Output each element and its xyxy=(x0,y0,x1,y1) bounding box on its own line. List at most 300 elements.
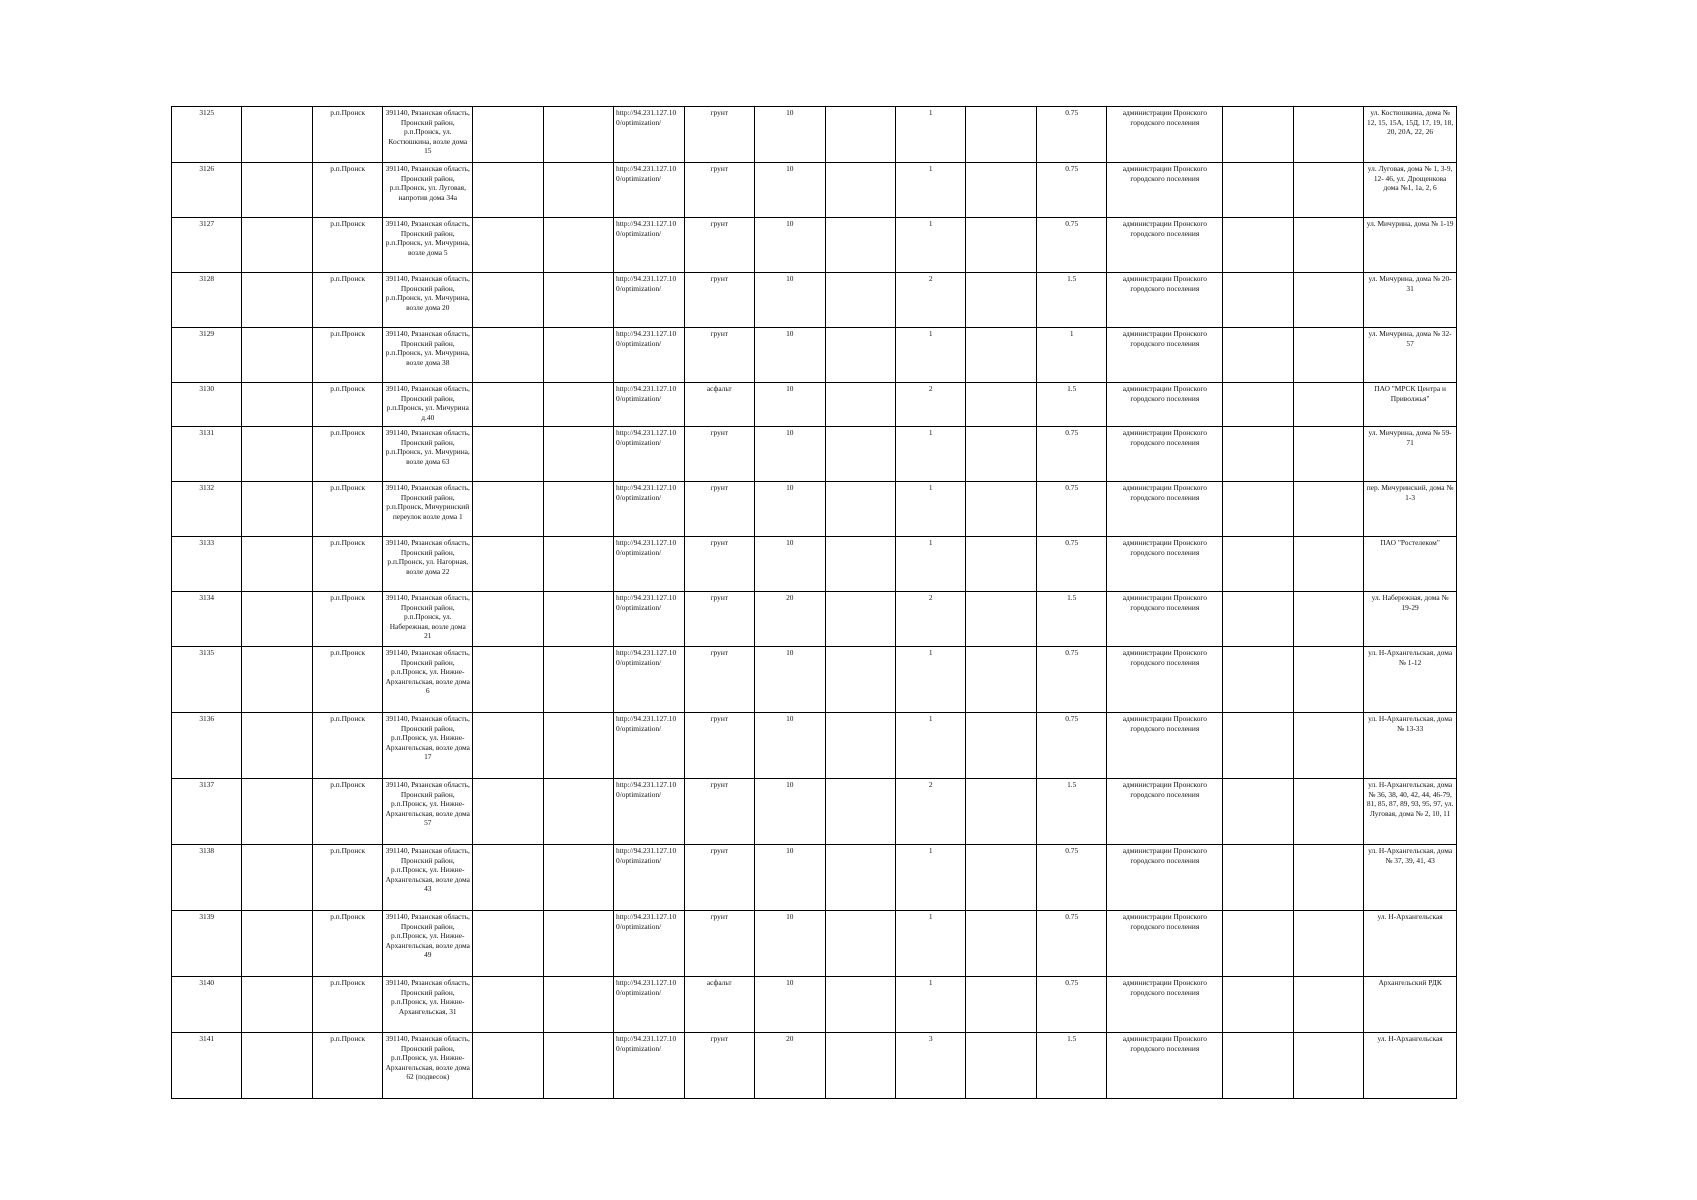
cell-area: 20 xyxy=(755,1033,825,1099)
cell-empty xyxy=(543,647,613,713)
cell-empty xyxy=(825,592,895,647)
cell-served-objects: ул. Мичурина, дома № 20-31 xyxy=(1364,273,1457,328)
cell-address: 391140, Рязанская область, Пронский район, р.п.Пронск, ул. Нагорная, возле дома 22 xyxy=(383,537,473,592)
cell-url: http://94.231.127.10 0/optimization/ xyxy=(614,713,684,779)
cell-volume: 1.5 xyxy=(1036,273,1106,328)
cell-number: 3132 xyxy=(172,482,242,537)
cell-empty xyxy=(1293,977,1363,1033)
cell-number: 3127 xyxy=(172,218,242,273)
cell-empty xyxy=(543,107,613,163)
cell-volume: 0.75 xyxy=(1036,647,1106,713)
cell-url: http://94.231.127.10 0/optimization/ xyxy=(614,779,684,845)
cell-empty xyxy=(825,977,895,1033)
cell-surface: грунт xyxy=(684,537,754,592)
cell-empty xyxy=(543,1033,613,1099)
cell-empty xyxy=(242,107,312,163)
cell-owner: администрации Пронского городского поселения xyxy=(1107,383,1223,427)
cell-number: 3131 xyxy=(172,427,242,482)
cell-empty xyxy=(825,218,895,273)
cell-locality: р.п.Пронск xyxy=(312,328,382,383)
cell-volume: 0.75 xyxy=(1036,427,1106,482)
table-row xyxy=(172,647,1457,713)
table-row xyxy=(172,107,1457,163)
cell-empty xyxy=(1293,911,1363,977)
cell-empty xyxy=(543,163,613,218)
table-row xyxy=(172,482,1457,537)
cell-locality: р.п.Пронск xyxy=(312,163,382,218)
table-row xyxy=(172,328,1457,383)
cell-empty xyxy=(543,713,613,779)
cell-container-count: 1 xyxy=(895,163,965,218)
cell-container-count: 1 xyxy=(895,713,965,779)
cell-area: 20 xyxy=(755,592,825,647)
cell-empty xyxy=(543,537,613,592)
cell-served-objects: Архангельский РДК xyxy=(1364,977,1457,1033)
cell-number: 3129 xyxy=(172,328,242,383)
cell-empty xyxy=(825,383,895,427)
cell-volume: 1.5 xyxy=(1036,1033,1106,1099)
cell-number: 3133 xyxy=(172,537,242,592)
cell-number: 3134 xyxy=(172,592,242,647)
cell-number: 3130 xyxy=(172,383,242,427)
cell-empty xyxy=(1223,592,1293,647)
cell-locality: р.п.Пронск xyxy=(312,107,382,163)
cell-served-objects: ул. Н-Архангельская xyxy=(1364,911,1457,977)
cell-empty xyxy=(966,977,1036,1033)
cell-address: 391140, Рязанская область, Пронский район, р.п.Пронск, ул. Мичурина, возле дома 63 xyxy=(383,427,473,482)
cell-served-objects: пер. Мичуринский, дома № 1-3 xyxy=(1364,482,1457,537)
cell-surface: грунт xyxy=(684,911,754,977)
cell-empty xyxy=(1223,537,1293,592)
cell-owner: администрации Пронского городского поселения xyxy=(1107,911,1223,977)
cell-served-objects: ул. Н-Архангельская, дома № 13-33 xyxy=(1364,713,1457,779)
table-row xyxy=(172,779,1457,845)
cell-empty xyxy=(1293,383,1363,427)
cell-empty xyxy=(966,779,1036,845)
cell-area: 10 xyxy=(755,218,825,273)
cell-served-objects: ул. Н-Архангельская, дома № 37, 39, 41, 43 xyxy=(1364,845,1457,911)
cell-empty xyxy=(825,273,895,328)
cell-empty xyxy=(966,218,1036,273)
cell-volume: 0.75 xyxy=(1036,537,1106,592)
cell-empty xyxy=(1223,779,1293,845)
cell-empty xyxy=(1223,107,1293,163)
cell-empty xyxy=(242,911,312,977)
cell-url: http://94.231.127.10 0/optimization/ xyxy=(614,163,684,218)
cell-empty xyxy=(242,537,312,592)
cell-empty xyxy=(1223,383,1293,427)
table-row xyxy=(172,1033,1457,1099)
cell-empty xyxy=(473,1033,543,1099)
cell-area: 10 xyxy=(755,977,825,1033)
cell-address: 391140, Рязанская область, Пронский район, р.п.Пронск, ул. Нижне-Архангельская, возле дома 6 xyxy=(383,647,473,713)
cell-url: http://94.231.127.10 0/optimization/ xyxy=(614,218,684,273)
cell-empty xyxy=(473,482,543,537)
cell-empty xyxy=(1223,328,1293,383)
cell-served-objects: ул. Мичурина, дома № 59-71 xyxy=(1364,427,1457,482)
cell-empty xyxy=(825,911,895,977)
cell-container-count: 3 xyxy=(895,1033,965,1099)
cell-empty xyxy=(1293,107,1363,163)
cell-empty xyxy=(1293,779,1363,845)
cell-empty xyxy=(966,713,1036,779)
cell-number: 3138 xyxy=(172,845,242,911)
cell-empty xyxy=(543,482,613,537)
cell-empty xyxy=(1293,163,1363,218)
cell-empty xyxy=(966,911,1036,977)
cell-url: http://94.231.127.10 0/optimization/ xyxy=(614,427,684,482)
cell-volume: 0.75 xyxy=(1036,713,1106,779)
cell-surface: грунт xyxy=(684,713,754,779)
register-table xyxy=(171,106,1457,1099)
cell-owner: администрации Пронского городского поселения xyxy=(1107,592,1223,647)
cell-locality: р.п.Пронск xyxy=(312,427,382,482)
cell-area: 10 xyxy=(755,383,825,427)
cell-number: 3128 xyxy=(172,273,242,328)
cell-empty xyxy=(825,1033,895,1099)
cell-empty xyxy=(473,713,543,779)
table-row xyxy=(172,977,1457,1033)
cell-empty xyxy=(1223,163,1293,218)
cell-number: 3126 xyxy=(172,163,242,218)
cell-number: 3137 xyxy=(172,779,242,845)
cell-surface: асфальт xyxy=(684,383,754,427)
cell-empty xyxy=(1293,713,1363,779)
cell-url: http://94.231.127.10 0/optimization/ xyxy=(614,647,684,713)
cell-empty xyxy=(1293,1033,1363,1099)
cell-url: http://94.231.127.10 0/optimization/ xyxy=(614,592,684,647)
cell-volume: 0.75 xyxy=(1036,845,1106,911)
table-row xyxy=(172,537,1457,592)
cell-empty xyxy=(966,273,1036,328)
cell-number: 3135 xyxy=(172,647,242,713)
cell-owner: администрации Пронского городского поселения xyxy=(1107,163,1223,218)
cell-volume: 0.75 xyxy=(1036,163,1106,218)
cell-empty xyxy=(543,845,613,911)
cell-empty xyxy=(825,163,895,218)
cell-surface: грунт xyxy=(684,845,754,911)
cell-owner: администрации Пронского городского поселения xyxy=(1107,218,1223,273)
cell-empty xyxy=(825,328,895,383)
register-table-body xyxy=(172,107,1457,1099)
cell-address: 391140, Рязанская область, Пронский район, р.п.Пронск, ул. Мичурина, возле дома 20 xyxy=(383,273,473,328)
cell-empty xyxy=(242,592,312,647)
cell-empty xyxy=(1223,647,1293,713)
cell-served-objects: ул. Н-Архангельская, дома № 36, 38, 40, 42, 44, 46-79, 81, 85, 87, 89, 93, 95, 97, ул. Луговая, дома № 2, 10, 11 xyxy=(1364,779,1457,845)
cell-empty xyxy=(242,1033,312,1099)
cell-address: 391140, Рязанская область, Пронский район, р.п.Пронск, ул. Нижне-Архангельская, возле дома 49 xyxy=(383,911,473,977)
cell-url: http://94.231.127.10 0/optimization/ xyxy=(614,273,684,328)
cell-empty xyxy=(1293,427,1363,482)
cell-address: 391140, Рязанская область, Пронский район, р.п.Пронск, ул. Нижне-Архангельская, возле дома 62 (подвесок) xyxy=(383,1033,473,1099)
cell-empty xyxy=(1293,273,1363,328)
cell-container-count: 1 xyxy=(895,977,965,1033)
cell-locality: р.п.Пронск xyxy=(312,537,382,592)
table-row xyxy=(172,273,1457,328)
cell-empty xyxy=(473,383,543,427)
cell-locality: р.п.Пронск xyxy=(312,713,382,779)
cell-empty xyxy=(543,779,613,845)
cell-surface: грунт xyxy=(684,218,754,273)
cell-owner: администрации Пронского городского поселения xyxy=(1107,537,1223,592)
cell-volume: 0.75 xyxy=(1036,482,1106,537)
cell-area: 10 xyxy=(755,911,825,977)
cell-empty xyxy=(473,273,543,328)
cell-served-objects: ПАО "МРСК Центра и Приволжья" xyxy=(1364,383,1457,427)
cell-empty xyxy=(1293,482,1363,537)
cell-url: http://94.231.127.10 0/optimization/ xyxy=(614,383,684,427)
cell-empty xyxy=(473,218,543,273)
cell-address: 391140, Рязанская область, Пронский район, р.п.Пронск, ул. Нижне-Архангельская, возле дома 43 xyxy=(383,845,473,911)
cell-locality: р.п.Пронск xyxy=(312,845,382,911)
cell-empty xyxy=(473,107,543,163)
cell-empty xyxy=(1293,592,1363,647)
cell-empty xyxy=(543,328,613,383)
cell-empty xyxy=(543,273,613,328)
cell-empty xyxy=(242,779,312,845)
cell-volume: 1.5 xyxy=(1036,592,1106,647)
cell-empty xyxy=(966,328,1036,383)
cell-address: 391140, Рязанская область, Пронский район, р.п.Пронск, ул. Костюшкина, возле дома 15 xyxy=(383,107,473,163)
cell-surface: асфальт xyxy=(684,977,754,1033)
cell-empty xyxy=(242,163,312,218)
table-row xyxy=(172,383,1457,427)
cell-empty xyxy=(825,647,895,713)
cell-empty xyxy=(966,427,1036,482)
cell-url: http://94.231.127.10 0/optimization/ xyxy=(614,107,684,163)
cell-container-count: 1 xyxy=(895,427,965,482)
cell-number: 3136 xyxy=(172,713,242,779)
table-row xyxy=(172,911,1457,977)
cell-empty xyxy=(473,977,543,1033)
cell-surface: грунт xyxy=(684,1033,754,1099)
cell-volume: 0.75 xyxy=(1036,977,1106,1033)
cell-area: 10 xyxy=(755,427,825,482)
cell-empty xyxy=(473,779,543,845)
cell-empty xyxy=(473,911,543,977)
cell-area: 10 xyxy=(755,713,825,779)
cell-container-count: 1 xyxy=(895,482,965,537)
cell-area: 10 xyxy=(755,273,825,328)
cell-address: 391140, Рязанская область, Пронский район, р.п.Пронск, ул. Нижне-Архангельская, 31 xyxy=(383,977,473,1033)
cell-empty xyxy=(1293,845,1363,911)
cell-empty xyxy=(473,328,543,383)
cell-container-count: 2 xyxy=(895,592,965,647)
cell-address: 391140, Рязанская область, Пронский район, р.п.Пронск, ул. Луговая, напротив дома 34а xyxy=(383,163,473,218)
cell-locality: р.п.Пронск xyxy=(312,779,382,845)
cell-empty xyxy=(242,713,312,779)
cell-owner: администрации Пронского городского поселения xyxy=(1107,779,1223,845)
cell-url: http://94.231.127.10 0/optimization/ xyxy=(614,977,684,1033)
cell-empty xyxy=(1223,845,1293,911)
cell-url: http://94.231.127.10 0/optimization/ xyxy=(614,482,684,537)
cell-empty xyxy=(1293,647,1363,713)
cell-empty xyxy=(966,845,1036,911)
cell-surface: грунт xyxy=(684,163,754,218)
cell-empty xyxy=(1293,537,1363,592)
cell-container-count: 2 xyxy=(895,779,965,845)
cell-empty xyxy=(473,845,543,911)
cell-served-objects: ул. Мичурина, дома № 1-19 xyxy=(1364,218,1457,273)
cell-empty xyxy=(966,163,1036,218)
table-row xyxy=(172,592,1457,647)
cell-empty xyxy=(966,592,1036,647)
cell-area: 10 xyxy=(755,845,825,911)
cell-empty xyxy=(1223,273,1293,328)
cell-surface: грунт xyxy=(684,482,754,537)
cell-empty xyxy=(825,845,895,911)
cell-number: 3141 xyxy=(172,1033,242,1099)
cell-container-count: 1 xyxy=(895,107,965,163)
cell-owner: администрации Пронского городского поселения xyxy=(1107,427,1223,482)
cell-container-count: 2 xyxy=(895,273,965,328)
cell-served-objects: ул. Н-Архангельская xyxy=(1364,1033,1457,1099)
cell-address: 391140, Рязанская область, Пронский район, р.п.Пронск, ул. Мичурина д.40 xyxy=(383,383,473,427)
cell-container-count: 1 xyxy=(895,647,965,713)
cell-empty xyxy=(966,482,1036,537)
cell-volume: 0.75 xyxy=(1036,218,1106,273)
cell-empty xyxy=(825,427,895,482)
cell-area: 10 xyxy=(755,537,825,592)
cell-number: 3125 xyxy=(172,107,242,163)
cell-empty xyxy=(543,383,613,427)
cell-empty xyxy=(825,537,895,592)
cell-locality: р.п.Пронск xyxy=(312,592,382,647)
cell-empty xyxy=(242,383,312,427)
cell-locality: р.п.Пронск xyxy=(312,1033,382,1099)
cell-owner: администрации Пронского городского поселения xyxy=(1107,1033,1223,1099)
cell-locality: р.п.Пронск xyxy=(312,383,382,427)
cell-container-count: 1 xyxy=(895,911,965,977)
cell-owner: администрации Пронского городского поселения xyxy=(1107,977,1223,1033)
cell-locality: р.п.Пронск xyxy=(312,977,382,1033)
cell-empty xyxy=(543,218,613,273)
cell-surface: грунт xyxy=(684,427,754,482)
cell-url: http://94.231.127.10 0/optimization/ xyxy=(614,537,684,592)
cell-area: 10 xyxy=(755,163,825,218)
table-row xyxy=(172,845,1457,911)
cell-served-objects: ул. Мичурина, дома № 32-57 xyxy=(1364,328,1457,383)
cell-empty xyxy=(966,107,1036,163)
cell-surface: грунт xyxy=(684,647,754,713)
cell-empty xyxy=(473,163,543,218)
cell-url: http://94.231.127.10 0/optimization/ xyxy=(614,1033,684,1099)
cell-empty xyxy=(966,537,1036,592)
cell-surface: грунт xyxy=(684,107,754,163)
cell-empty xyxy=(242,482,312,537)
cell-area: 10 xyxy=(755,779,825,845)
cell-address: 391140, Рязанская область, Пронский район, р.п.Пронск, ул. Мичурина, возле дома 38 xyxy=(383,328,473,383)
cell-empty xyxy=(1223,218,1293,273)
cell-number: 3139 xyxy=(172,911,242,977)
cell-address: 391140, Рязанская область, Пронский район, р.п.Пронск, Мичуринский переулок возле дома 1 xyxy=(383,482,473,537)
cell-surface: грунт xyxy=(684,592,754,647)
cell-served-objects: ул. Н-Архангельская, дома № 1-12 xyxy=(1364,647,1457,713)
cell-area: 10 xyxy=(755,107,825,163)
cell-empty xyxy=(966,383,1036,427)
cell-served-objects: ПАО "Ростелеком" xyxy=(1364,537,1457,592)
cell-address: 391140, Рязанская область, Пронский район, р.п.Пронск, ул. Мичурина, возле дома 5 xyxy=(383,218,473,273)
cell-owner: администрации Пронского городского поселения xyxy=(1107,273,1223,328)
cell-locality: р.п.Пронск xyxy=(312,273,382,328)
cell-volume: 1 xyxy=(1036,328,1106,383)
cell-empty xyxy=(825,482,895,537)
cell-empty xyxy=(966,1033,1036,1099)
cell-empty xyxy=(242,273,312,328)
cell-owner: администрации Пронского городского поселения xyxy=(1107,328,1223,383)
cell-locality: р.п.Пронск xyxy=(312,647,382,713)
cell-container-count: 2 xyxy=(895,383,965,427)
cell-empty xyxy=(473,647,543,713)
cell-empty xyxy=(825,107,895,163)
cell-number: 3140 xyxy=(172,977,242,1033)
cell-empty xyxy=(543,911,613,977)
cell-empty xyxy=(543,977,613,1033)
cell-empty xyxy=(543,427,613,482)
cell-owner: администрации Пронского городского поселения xyxy=(1107,107,1223,163)
cell-empty xyxy=(1223,911,1293,977)
cell-area: 10 xyxy=(755,647,825,713)
cell-address: 391140, Рязанская область, Пронский район, р.п.Пронск, ул. Набережная, возле дома 21 xyxy=(383,592,473,647)
cell-locality: р.п.Пронск xyxy=(312,911,382,977)
cell-volume: 1.5 xyxy=(1036,383,1106,427)
cell-address: 391140, Рязанская область, Пронский район, р.п.Пронск, ул. Нижне-Архангельская, возле дома 57 xyxy=(383,779,473,845)
cell-empty xyxy=(1223,713,1293,779)
cell-locality: р.п.Пронск xyxy=(312,482,382,537)
cell-served-objects: ул. Луговая, дома № 1, 3-9, 12- 46, ул. Дрощенкова дома №1, 1а, 2, 6 xyxy=(1364,163,1457,218)
cell-area: 10 xyxy=(755,482,825,537)
table-row xyxy=(172,427,1457,482)
cell-volume: 1.5 xyxy=(1036,779,1106,845)
cell-surface: грунт xyxy=(684,328,754,383)
cell-empty xyxy=(1223,427,1293,482)
cell-url: http://94.231.127.10 0/optimization/ xyxy=(614,911,684,977)
cell-surface: грунт xyxy=(684,779,754,845)
cell-empty xyxy=(543,592,613,647)
cell-url: http://94.231.127.10 0/optimization/ xyxy=(614,845,684,911)
cell-owner: администрации Пронского городского поселения xyxy=(1107,713,1223,779)
table-row xyxy=(172,218,1457,273)
cell-empty xyxy=(473,427,543,482)
cell-empty xyxy=(1223,977,1293,1033)
cell-empty xyxy=(242,328,312,383)
cell-served-objects: ул. Костюшкина, дома № 12, 15, 15А, 15Д, 17, 19, 18, 20, 20А, 22, 26 xyxy=(1364,107,1457,163)
cell-empty xyxy=(242,218,312,273)
cell-empty xyxy=(473,537,543,592)
cell-empty xyxy=(1293,218,1363,273)
cell-empty xyxy=(242,647,312,713)
cell-served-objects: ул. Набережная, дома № 19-29 xyxy=(1364,592,1457,647)
cell-owner: администрации Пронского городского поселения xyxy=(1107,647,1223,713)
cell-url: http://94.231.127.10 0/optimization/ xyxy=(614,328,684,383)
cell-volume: 0.75 xyxy=(1036,107,1106,163)
cell-empty xyxy=(825,713,895,779)
cell-empty xyxy=(1223,482,1293,537)
cell-volume: 0.75 xyxy=(1036,911,1106,977)
cell-empty xyxy=(1223,1033,1293,1099)
cell-owner: администрации Пронского городского поселения xyxy=(1107,482,1223,537)
cell-owner: администрации Пронского городского поселения xyxy=(1107,845,1223,911)
cell-empty xyxy=(473,592,543,647)
cell-empty xyxy=(1293,328,1363,383)
cell-container-count: 1 xyxy=(895,845,965,911)
cell-container-count: 1 xyxy=(895,537,965,592)
cell-empty xyxy=(825,779,895,845)
cell-surface: грунт xyxy=(684,273,754,328)
table-row xyxy=(172,163,1457,218)
cell-empty xyxy=(242,427,312,482)
cell-empty xyxy=(242,977,312,1033)
